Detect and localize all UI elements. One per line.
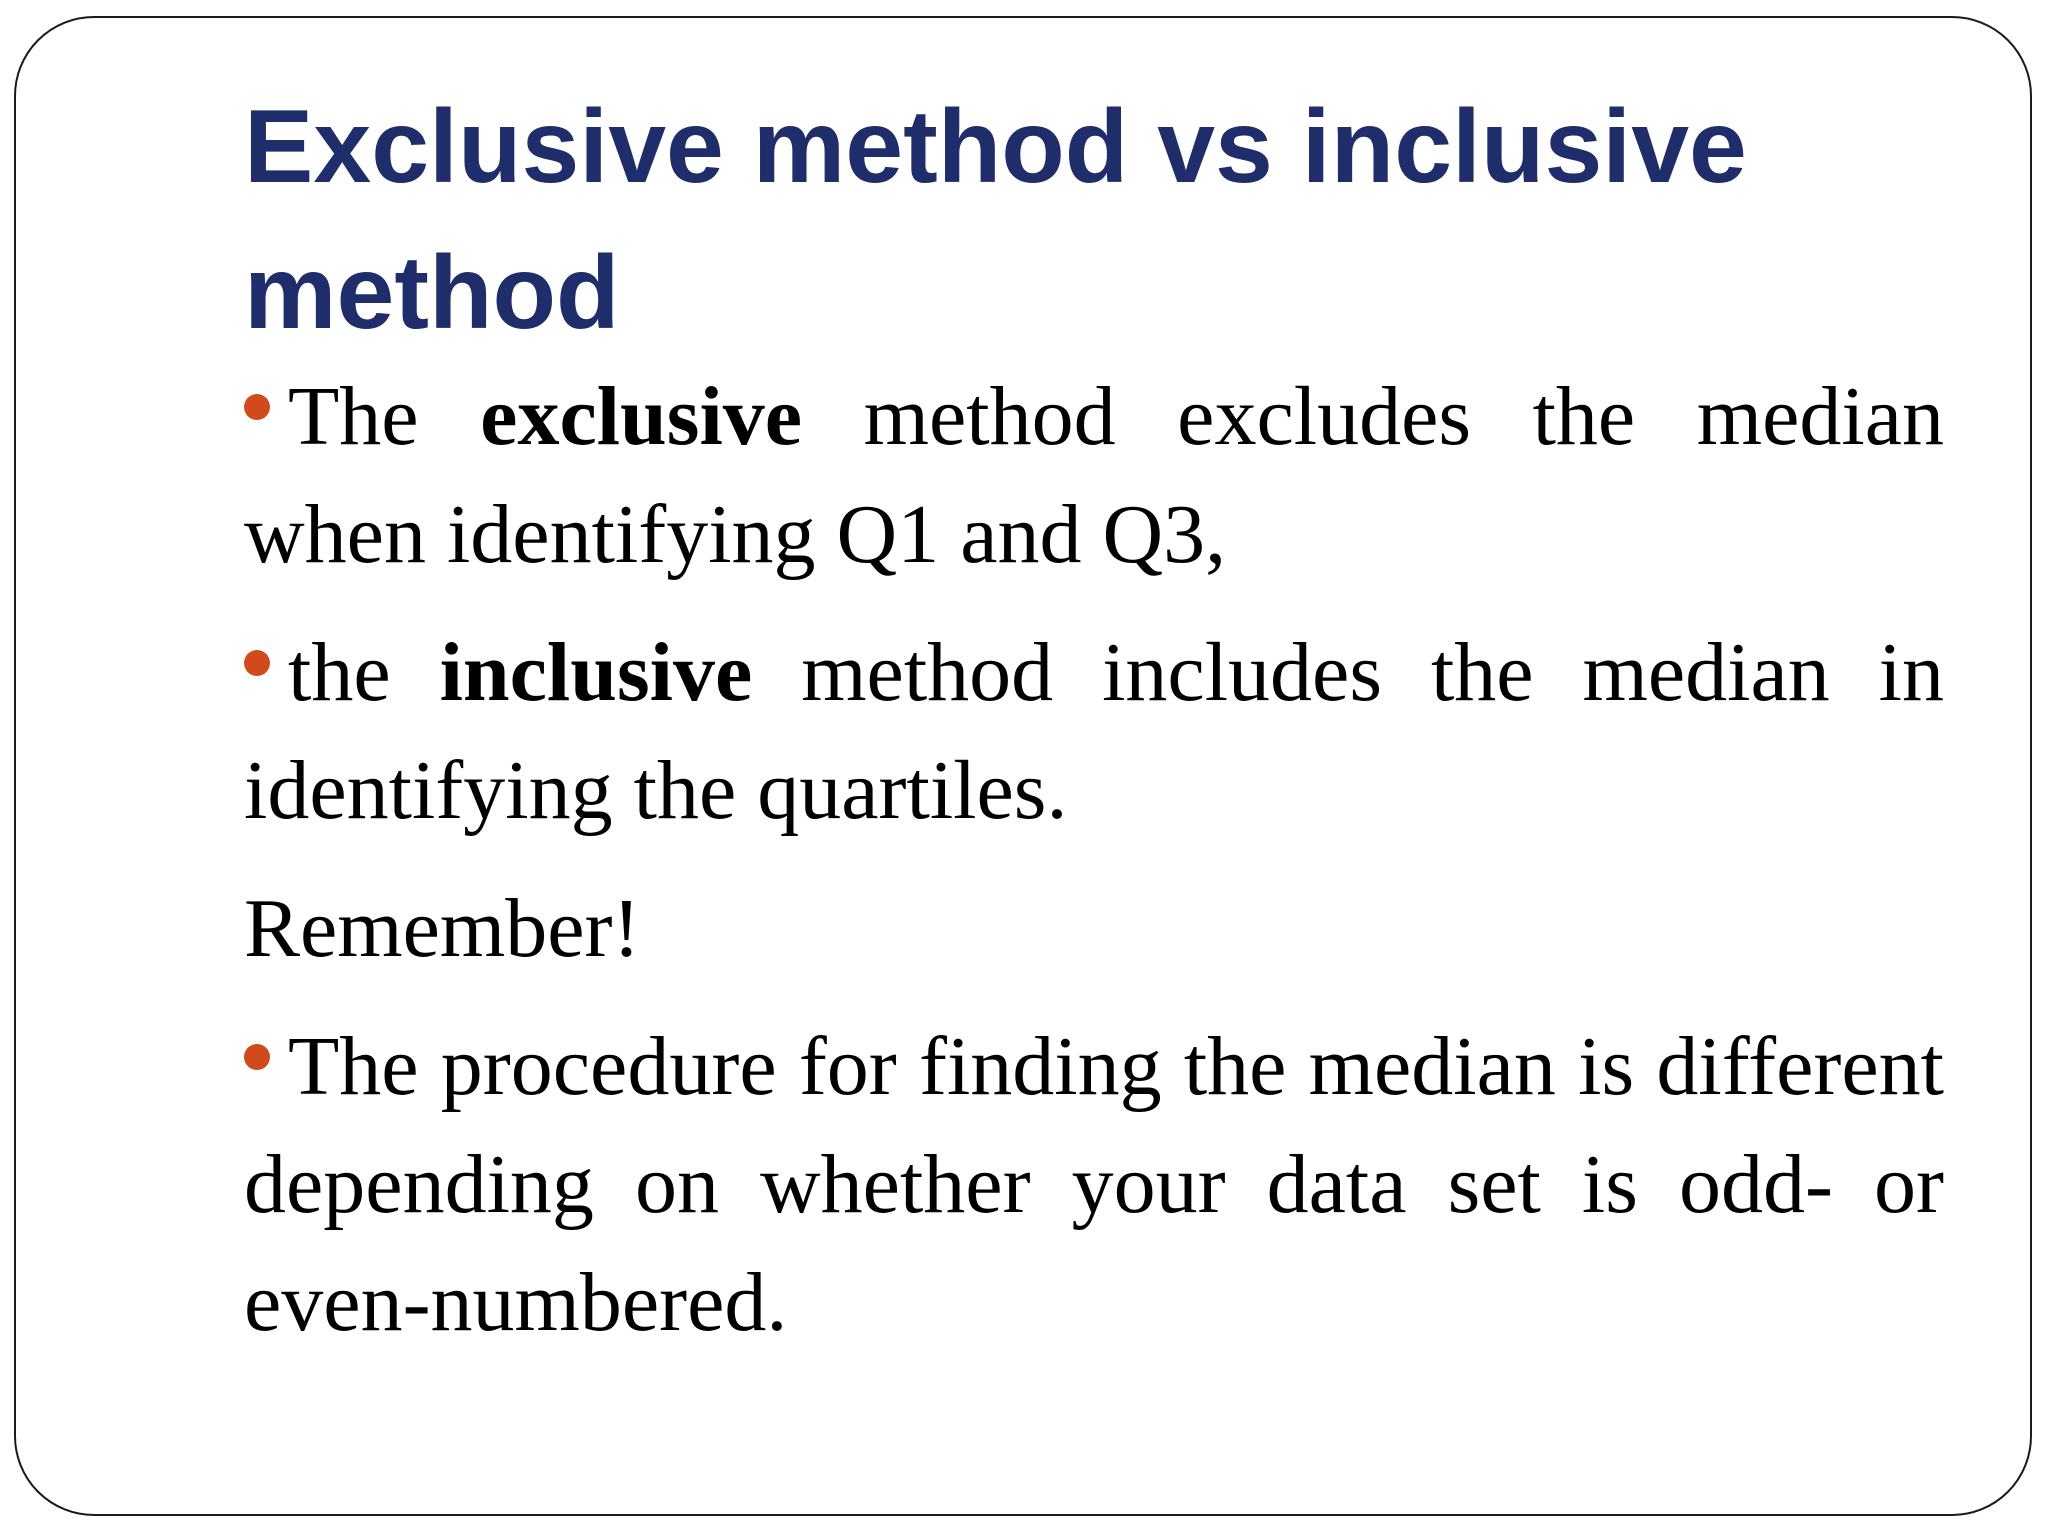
bullet-text-bold: exclusive [480,370,803,463]
bullet-icon [244,394,270,420]
bullet-item-inclusive [244,614,1944,850]
bullet-icon [244,650,270,676]
bullet-text-rest: method includes the median in identifying the quartiles. [244,626,1945,837]
remember-heading: Remember! [244,882,641,975]
bullet-text-rest: method excludes the median when identifying Q1 and Q3, [244,370,1945,581]
bullet-text-lead: The [288,370,419,463]
bullet-text-bold: inclusive [439,626,753,719]
slide-body [244,358,1944,1382]
bullet-icon [244,1044,270,1070]
bullet-item-exclusive [244,358,1944,594]
bullet-text: The procedure for finding the median is different depending on whether your data set is odd- or even-numbered. [244,1020,1944,1349]
slide-title: Exclusive method vs inclusive method [244,89,1747,351]
slide-frame [14,16,2032,1516]
bullet-item-procedure [244,1008,1944,1362]
bullet-text-lead: the [288,626,391,719]
